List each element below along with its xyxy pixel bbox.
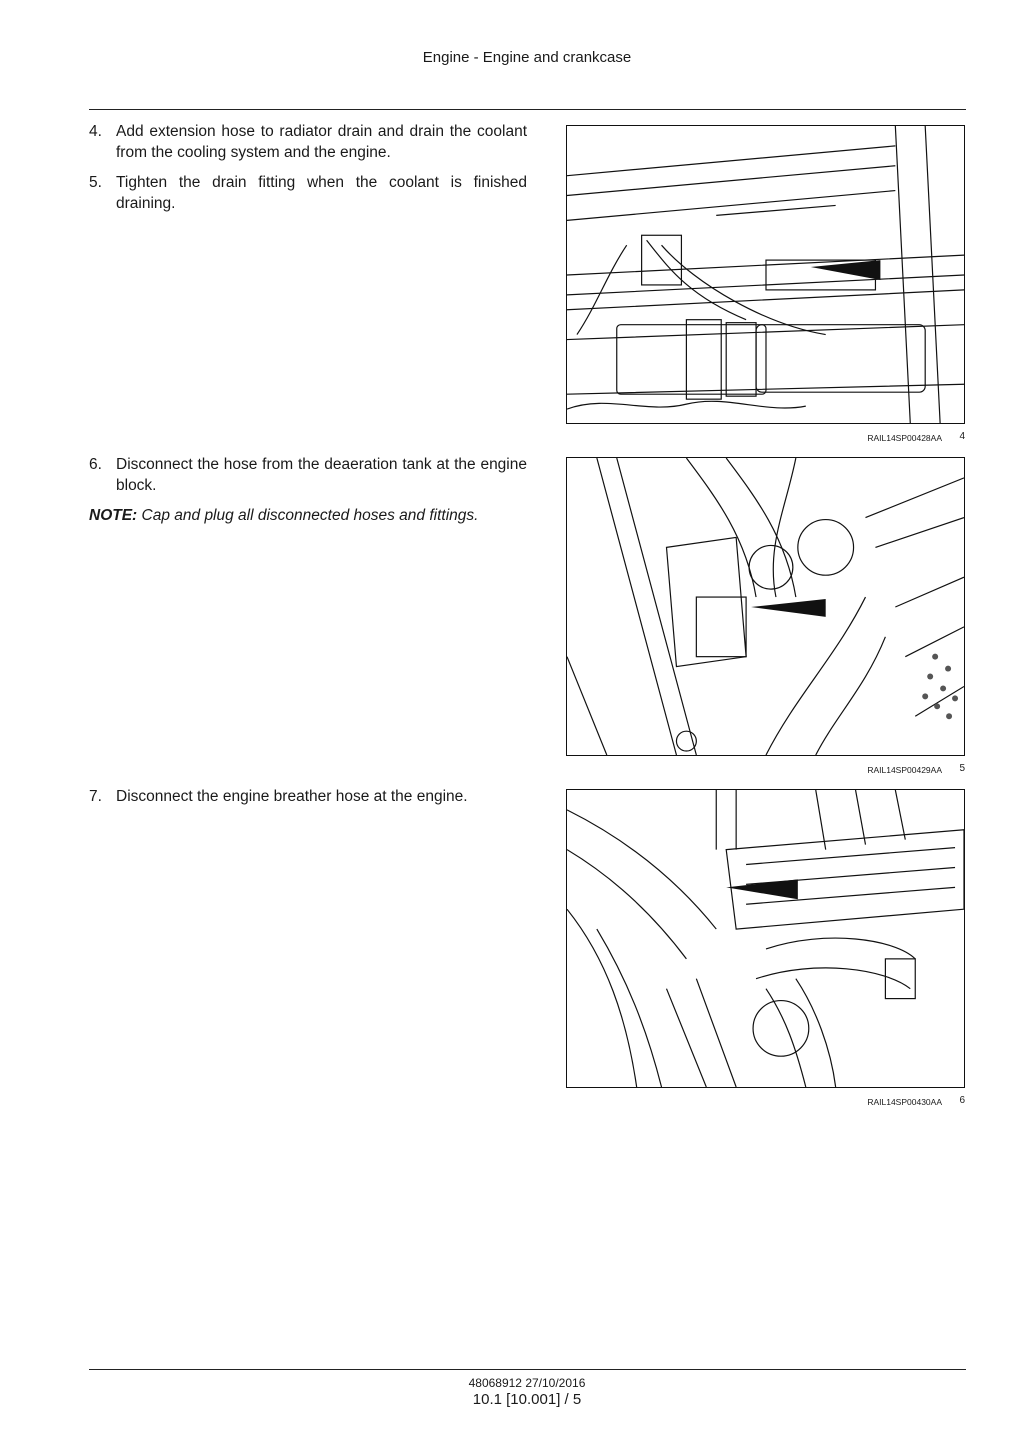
- pointer-arrow: [811, 260, 881, 280]
- pointer-arrow: [751, 599, 826, 617]
- deaeration-hose-illustration: [567, 458, 964, 755]
- step-text: Tighten the drain fitting when the coolant is finished draining.: [116, 174, 527, 212]
- breather-hose-illustration: [567, 790, 964, 1087]
- step-number: 5.: [89, 174, 102, 191]
- figure-6-breather-hose: [566, 789, 965, 1088]
- header-rule: [89, 109, 966, 110]
- note-text: Cap and plug all disconnected hoses and fittings.: [141, 507, 479, 524]
- figure-4-radiator-drain: [566, 125, 965, 424]
- footer-doc-ref: 48068912 27/10/2016: [468, 1376, 586, 1390]
- page-header-title: Engine - Engine and crankcase: [422, 49, 632, 66]
- step-text: Disconnect the hose from the deaeration tank at the engine block.: [116, 456, 527, 494]
- note-label: NOTE:: [89, 507, 138, 524]
- step-number: 7.: [89, 788, 102, 805]
- step-4: [89, 121, 527, 163]
- step-5: [89, 172, 527, 214]
- step-7: [89, 786, 527, 807]
- figure-code: RAIL14SP00428AA: [867, 433, 942, 443]
- step-text: Add extension hose to radiator drain and drain the coolant from the cooling system and the engine.: [116, 123, 527, 161]
- step-6: [89, 454, 527, 496]
- figure-5-caption: [566, 763, 965, 777]
- note: [89, 505, 529, 526]
- figure-6-caption: [566, 1095, 965, 1109]
- radiator-drain-illustration: [567, 126, 964, 423]
- footer-rule: [89, 1369, 966, 1370]
- figure-number: 6: [959, 1095, 965, 1106]
- figure-number: 5: [959, 763, 965, 774]
- figure-number: 4: [959, 431, 965, 442]
- footer-page-number: 10.1 [10.001] / 5: [472, 1391, 582, 1408]
- step-number: 4.: [89, 123, 102, 140]
- figure-code: RAIL14SP00430AA: [867, 1097, 942, 1107]
- figure-code: RAIL14SP00429AA: [867, 765, 942, 775]
- step-text: Disconnect the engine breather hose at the engine.: [116, 788, 468, 805]
- step-number: 6.: [89, 456, 102, 473]
- figure-5-deaeration-hose: [566, 457, 965, 756]
- figure-4-caption: [566, 431, 965, 445]
- pointer-arrow: [726, 879, 798, 899]
